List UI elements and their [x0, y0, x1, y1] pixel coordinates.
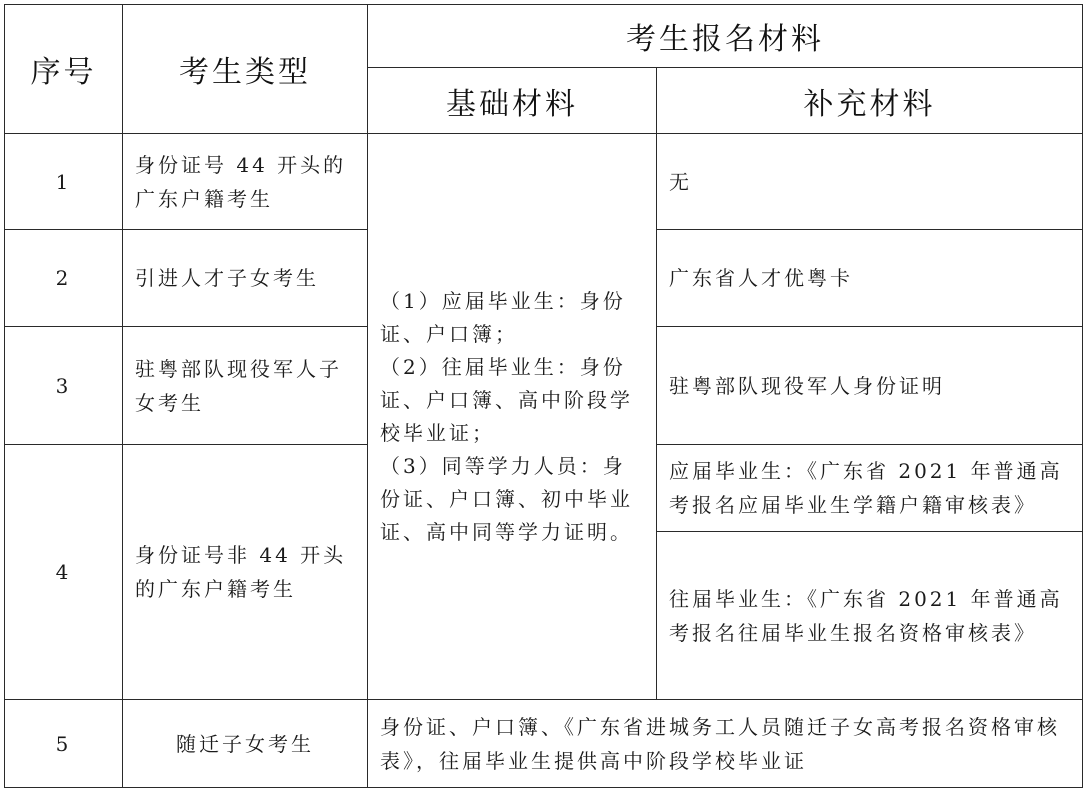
- registration-materials-table-wrapper: [4, 4, 1083, 788]
- row-materials-combined: 身份证、户口簿、《广东省进城务工人员随迁子女高考报名资格审核表》，往届毕业生提供高中阶段学校毕业证: [368, 700, 1083, 788]
- basic-materials-line: （3）同等学力人员：身份证、户口簿、初中毕业证、高中同等学力证明。: [380, 453, 633, 544]
- row-supplement-past-graduates: 往届毕业生：《广东省 2021 年普通高考报名往届毕业生报名资格审核表》: [657, 532, 1083, 700]
- header-basic-materials: 基础材料: [368, 68, 657, 134]
- basic-materials-line: （2）往届毕业生：身份证、户口簿、高中阶段学校毕业证；: [380, 354, 633, 445]
- header-materials: 考生报名材料: [368, 5, 1083, 68]
- row-index: 2: [5, 230, 123, 327]
- row-type: 引进人才子女考生: [123, 230, 368, 327]
- header-type: 考生类型: [123, 5, 368, 134]
- basic-materials-line: （1）应届毕业生：身份证、户口簿；: [380, 288, 626, 346]
- basic-materials-cell: [368, 134, 657, 700]
- table-row: [5, 134, 1083, 230]
- row-supplement: 驻粤部队现役军人身份证明: [657, 327, 1083, 445]
- header-row-top: [5, 5, 1083, 68]
- row-type: 身份证号非 44 开头的广东户籍考生: [123, 445, 368, 700]
- table-row: [5, 700, 1083, 788]
- row-supplement: 无: [657, 134, 1083, 230]
- header-supplement-materials: 补充材料: [657, 68, 1083, 134]
- row-index: 4: [5, 445, 123, 700]
- row-index: 3: [5, 327, 123, 445]
- registration-materials-table: [4, 4, 1083, 788]
- row-index: 5: [5, 700, 123, 788]
- header-index: 序号: [5, 5, 123, 134]
- row-supplement-fresh-graduates: 应届毕业生：《广东省 2021 年普通高考报名应届毕业生学籍户籍审核表》: [657, 445, 1083, 532]
- row-type: 驻粤部队现役军人子女考生: [123, 327, 368, 445]
- row-supplement: 广东省人才优粤卡: [657, 230, 1083, 327]
- row-index: 1: [5, 134, 123, 230]
- row-type: 随迁子女考生: [123, 700, 368, 788]
- row-type: 身份证号 44 开头的广东户籍考生: [123, 134, 368, 230]
